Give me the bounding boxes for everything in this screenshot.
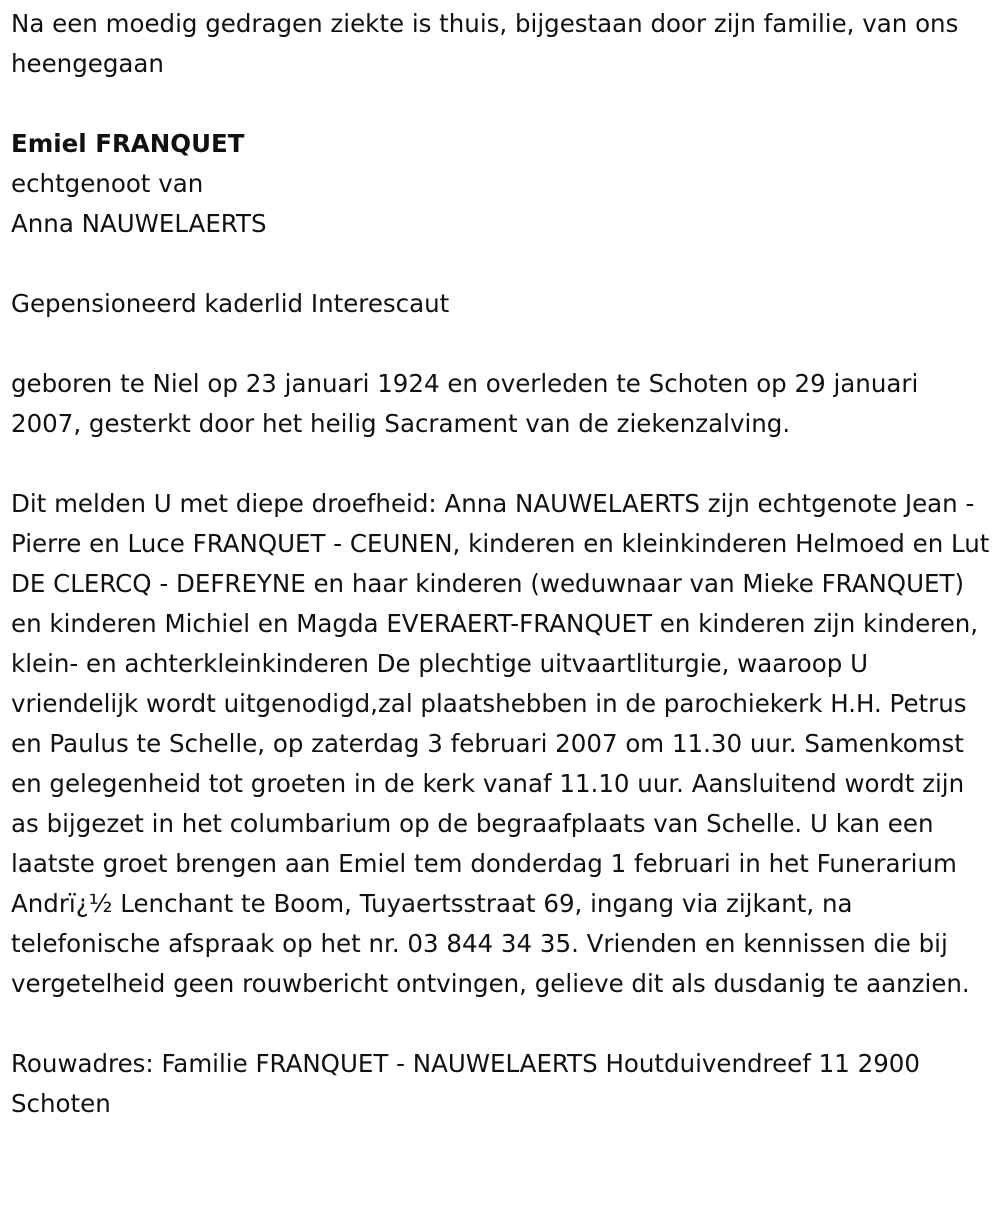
obituary-text bbox=[11, 4, 993, 1124]
occupation-text: Gepensioneerd kaderlid Interescaut bbox=[11, 289, 450, 318]
spacer bbox=[11, 1004, 993, 1044]
spacer bbox=[11, 324, 993, 364]
deceased-name: Emiel FRANQUET bbox=[11, 129, 245, 158]
mourning-address: Rouwadres: Familie FRANQUET - NAUWELAERTS Houtduivendreef 11 2900 Schoten bbox=[11, 1049, 920, 1118]
announcement-text: Dit melden U met diepe droefheid: Anna NAUWELAERTS zijn echtgenote Jean - Pierre en Luce FRANQUET - CEUNEN, kinderen en kleinkinderen Helmoed en Lut DE CLERCQ - DEFREYNE en haar kinderen (weduwnaar van Mieke FRANQUET) en kinderen Michiel en Magda EVERAERT-FRANQUET en kinderen zijn kinderen, klein- en achterkleinkinderen De plechtige uitvaartliturgie, waaroop U vriendelijk wordt uitgenodigd,zal plaatshebben in de parochiekerk H.H. Petrus en Paulus te Schelle, op zaterdag 3 februari 2007 om 11.30 uur. Samenkomst en gelegenheid tot groeten in de kerk vanaf 11.10 uur. Aansluitend wordt zijn as bijgezet in het columbarium op de begraafplaats van Schelle. U kan een laatste groet brengen aan Emiel tem donderdag 1 februari in het Funerarium Andrï¿½ Lenchant te Boom, Tuyaertsstraat 69, ingang via zijkant, na telefonische afspraak op het nr. 03 844 34 35. Vrienden en kennissen die bij vergetelheid geen rouwbericht ontvingen, gelieve dit als dusdanig te aanzien. bbox=[11, 489, 990, 998]
spacer bbox=[11, 84, 993, 124]
spouse-label: echtgenoot van bbox=[11, 169, 204, 198]
birth-death-text: geboren te Niel op 23 januari 1924 en overleden te Schoten op 29 januari 2007, gesterkt door het heilig Sacrament van de ziekenzalving. bbox=[11, 369, 919, 438]
spacer bbox=[11, 444, 993, 484]
intro-text: Na een moedig gedragen ziekte is thuis, bijgestaan door zijn familie, van ons heengegaan bbox=[11, 9, 959, 78]
spacer bbox=[11, 244, 993, 284]
spouse-name: Anna NAUWELAERTS bbox=[11, 209, 267, 238]
